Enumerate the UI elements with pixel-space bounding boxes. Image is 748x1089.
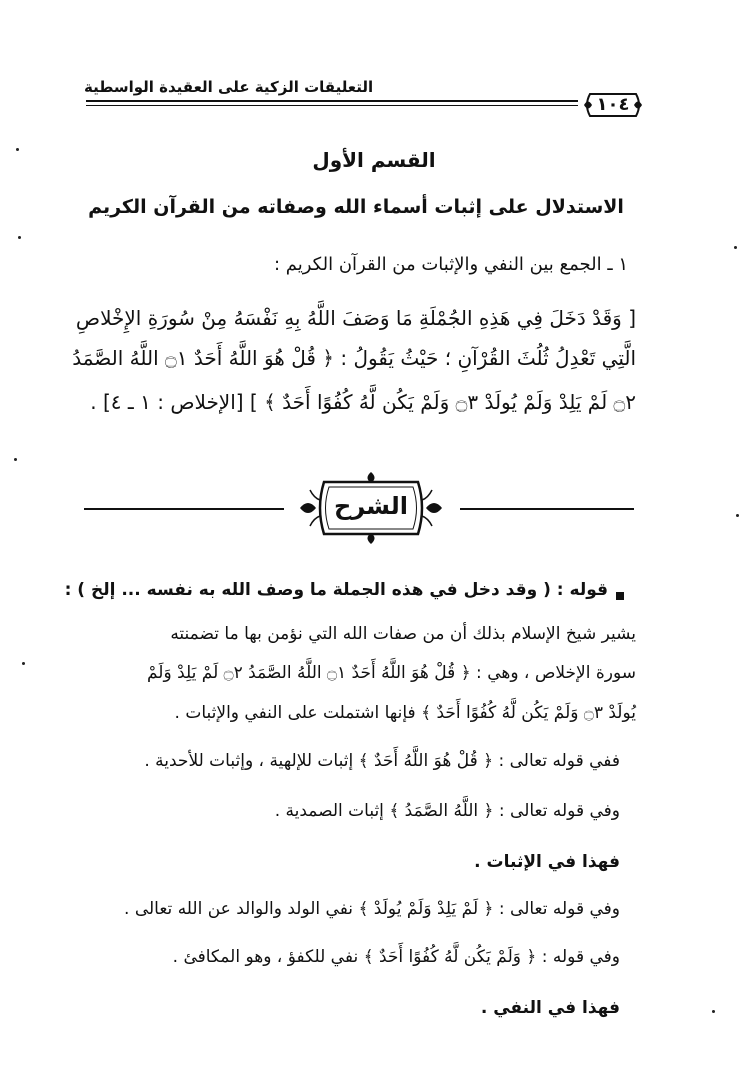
scan-speck bbox=[14, 458, 17, 461]
matn-line: [ وَقَدْ دَخَلَ فِي هَذِهِ الجُمْلَةِ مَا وَصَفَ اللَّهُ بِهِ نَفْسَهُ مِنْ سُورَةِ الإِخْلاصِ bbox=[75, 306, 636, 330]
commentary-line: سورة الإخلاص ، وهي : ﴿ قُلْ هُوَ اللَّهُ أَحَدٌ ۝١ اللَّهُ الصَّمَدُ ۝٢ لَمْ يَلِدْ وَلَمْ bbox=[146, 663, 636, 683]
header-rule-thin bbox=[86, 105, 578, 106]
page-number: ١٠٤ bbox=[596, 94, 630, 115]
scan-speck bbox=[712, 1010, 715, 1013]
sharh-ornament bbox=[296, 470, 446, 546]
point-heading: ١ ـ الجمع بين النفي والإثبات من القرآن الكريم : bbox=[273, 254, 628, 275]
scan-speck bbox=[16, 148, 19, 151]
summary-ithbat: فهذا في الإثبات . bbox=[474, 852, 620, 872]
page-number-ornament bbox=[580, 90, 646, 120]
section-subtitle: الاستدلال على إثبات أسماء الله وصفاته من القرآن الكريم bbox=[88, 196, 624, 218]
paragraph-kufu: وفي قوله : ﴿ وَلَمْ يَكُن لَّهُ كُفُوًا أَحَدٌ ﴾ نفي للكفؤ ، وهو المكافئ . bbox=[172, 947, 620, 967]
section-title: القسم الأول bbox=[312, 148, 436, 172]
paragraph-ahad: ففي قوله تعالى : ﴿ قُلْ هُوَ اللَّهُ أَحَدٌ ﴾ إثبات للإلهية ، وإثبات للأحدية . bbox=[144, 751, 620, 771]
header-rule-thick bbox=[86, 100, 578, 102]
matn-line: ۝٢ لَمْ يَلِدْ وَلَمْ يُولَدْ ۝٣ وَلَمْ يَكُن لَّهُ كُفُوًا أَحَدٌ ﴾ ] [الإخلاص : ١ ـ ٤] . bbox=[90, 390, 636, 414]
quote-intro: قوله : ( وقد دخل في هذه الجملة ما وصف الله به نفسه ... إلخ ) : bbox=[64, 580, 608, 600]
scan-speck bbox=[736, 514, 739, 517]
divider-right bbox=[460, 508, 634, 510]
paragraph-walad: وفي قوله تعالى : ﴿ لَمْ يَلِدْ وَلَمْ يُولَدْ ﴾ نفي الولد والوالد عن الله تعالى . bbox=[124, 899, 620, 919]
matn-line: الَّتِي تَعْدِلُ ثُلُثَ القُرْآنِ ؛ حَيْثُ يَقُولُ : ﴿ قُلْ هُوَ اللَّهُ أَحَدٌ ۝١ اللَّهُ الصَّمَدُ bbox=[72, 346, 636, 370]
summary-nafy: فهذا في النفي . bbox=[480, 998, 620, 1018]
scan-speck bbox=[18, 236, 21, 239]
commentary-line: يُولَدْ ۝٣ وَلَمْ يَكُن لَّهُ كُفُوًا أَحَدٌ ﴾ فإنها اشتملت على النفي والإثبات . bbox=[174, 703, 636, 723]
scan-speck bbox=[22, 662, 25, 665]
divider-left bbox=[84, 508, 284, 510]
scan-speck bbox=[734, 246, 737, 249]
commentary-line: يشير شيخ الإسلام بذلك أن من صفات الله التي نؤمن بها ما تضمنته bbox=[170, 624, 636, 644]
bullet-icon bbox=[616, 592, 624, 600]
sharh-label: الشرح bbox=[334, 492, 408, 520]
paragraph-samad: وفي قوله تعالى : ﴿ اللَّهُ الصَّمَدُ ﴾ إثبات الصمدية . bbox=[274, 801, 620, 821]
running-title: التعليقات الزكية على العقيدة الواسطية bbox=[84, 78, 374, 96]
